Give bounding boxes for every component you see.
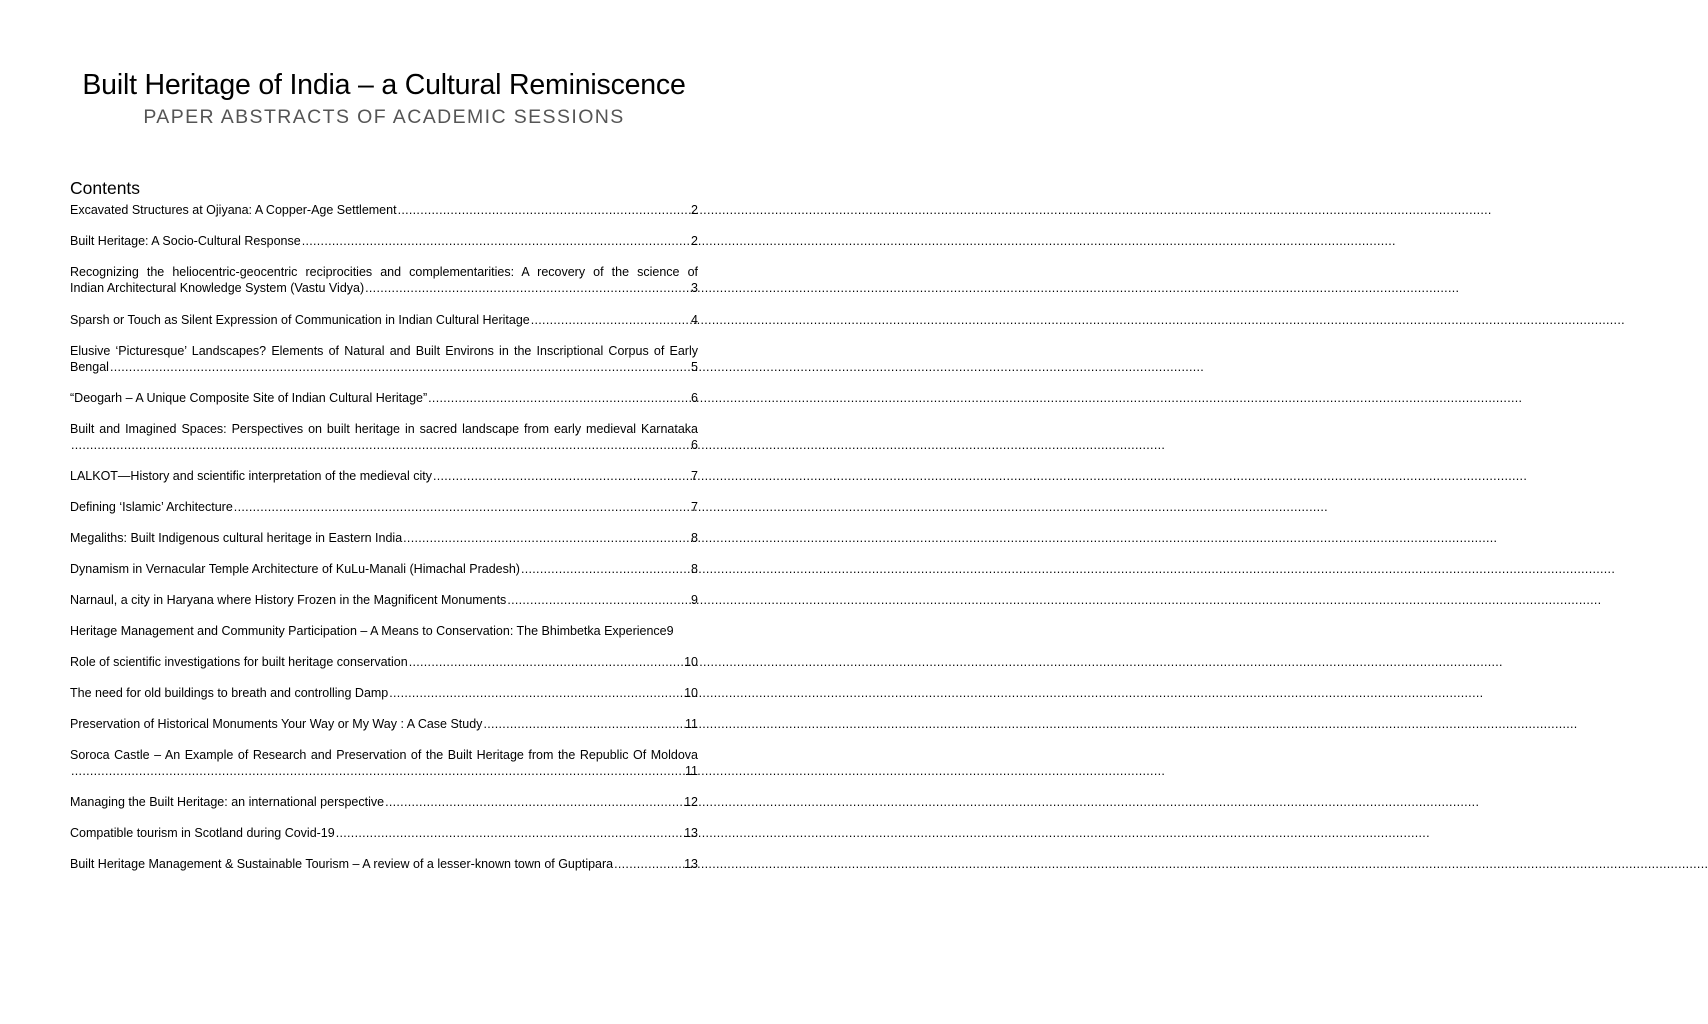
toc-dot-leader <box>71 763 684 779</box>
toc-dot-leader <box>483 716 684 732</box>
toc-entry[interactable] <box>70 654 698 670</box>
toc-entry-row <box>70 685 698 701</box>
toc-dot-leader <box>71 437 690 453</box>
toc-dot-leader <box>302 233 690 249</box>
toc-dot-leader <box>428 390 690 406</box>
toc-entry-title: LALKOT—History and scientific interpretation of the medieval city <box>70 469 432 483</box>
toc-entry-title: The need for old buildings to breath and controlling Damp <box>70 686 389 700</box>
toc-page-number: 12 <box>684 795 698 809</box>
toc-entry[interactable] <box>70 794 698 810</box>
toc-page-number: 5 <box>691 360 698 374</box>
toc-entry-row <box>70 359 698 375</box>
toc-entry-row <box>70 794 698 810</box>
toc-entry-title: Heritage Management and Community Participation – A Means to Conservation: The Bhimbetka Experience <box>70 624 667 638</box>
toc-entry-title: Compatible tourism in Scotland during Covid-19 <box>70 826 335 840</box>
toc-page-number: 13 <box>684 857 698 871</box>
toc-page-number: 10 <box>684 686 698 700</box>
toc-entry[interactable] <box>70 499 698 515</box>
toc-entry[interactable] <box>70 312 698 328</box>
toc-entry-row <box>70 716 698 732</box>
toc-entry-title: Megaliths: Built Indigenous cultural heritage in Eastern India <box>70 531 403 545</box>
document-title: Built Heritage of India – a Cultural Reminiscence <box>82 69 686 101</box>
toc-entry-row <box>70 592 698 608</box>
toc-dot-leader <box>365 280 690 296</box>
toc-page-number: 9 <box>691 593 698 607</box>
toc-entry-row <box>70 233 698 249</box>
toc-entry[interactable] <box>70 390 698 406</box>
toc-entry-title: Excavated Structures at Ojiyana: A Copper-Age Settlement <box>70 203 397 217</box>
toc-entry-row <box>70 468 698 484</box>
toc-entry[interactable] <box>70 825 698 841</box>
toc-page-number: 2 <box>691 203 698 217</box>
toc-entry[interactable] <box>70 623 698 639</box>
toc-page-number: 11 <box>685 764 698 778</box>
toc-entry-title: Built Heritage Management & Sustainable Tourism – A review of a lesser-known town of Guptipara <box>70 857 614 871</box>
toc-page-number: 7 <box>691 500 698 514</box>
toc-page-number: 8 <box>691 562 698 576</box>
toc-entry-row <box>70 856 698 872</box>
toc-page-number: 2 <box>691 234 698 248</box>
document-page <box>0 0 768 1024</box>
toc-dot-leader <box>403 530 690 546</box>
toc-entry[interactable] <box>70 856 698 872</box>
toc-page-number: 7 <box>691 469 698 483</box>
toc-entry-row <box>70 530 698 546</box>
toc-entry-title: Defining ‘Islamic’ Architecture <box>70 500 233 514</box>
toc-entry-title: Role of scientific investigations for built heritage conservation <box>70 655 408 669</box>
toc-dot-leader <box>336 825 683 841</box>
toc-dot-leader <box>110 359 690 375</box>
toc-entry-title-line: Elusive ‘Picturesque’ Landscapes? Elements of Natural and Built Environs in the Inscriptional Corpus of Early <box>70 344 698 358</box>
contents-heading: Contents <box>70 178 141 198</box>
toc-page-number: 10 <box>684 655 698 669</box>
toc-entry-row <box>70 654 698 670</box>
toc-dot-leader <box>433 468 690 484</box>
toc-entry-title: Sparsh or Touch as Silent Expression of Communication in Indian Cultural Heritage <box>70 313 530 327</box>
toc-entry-title: Dynamism in Vernacular Temple Architecture of KuLu-Manali (Himachal Pradesh) <box>70 562 520 576</box>
toc-entry-row <box>70 763 698 779</box>
toc-dot-leader <box>398 202 690 218</box>
toc-entry-row <box>70 561 698 577</box>
toc-page-number: 6 <box>691 391 698 405</box>
toc-entry-title: Narnaul, a city in Haryana where History Frozen in the Magnificent Monuments <box>70 593 507 607</box>
toc-entry-title: Bengal <box>70 360 109 374</box>
toc-entry-row <box>70 499 698 515</box>
toc-entry-title-line: Built and Imagined Spaces: Perspectives on built heritage in sacred landscape from early medieval Karnataka <box>70 422 698 436</box>
toc-entry[interactable] <box>70 685 698 701</box>
toc-page-number: 4 <box>691 313 698 327</box>
toc-entry-row <box>70 390 698 406</box>
toc-entry-title-line: Recognizing the heliocentric-geocentric reciprocities and complementarities: A recovery of the science of <box>70 265 698 279</box>
toc-entry[interactable] <box>70 421 698 453</box>
toc-entry[interactable] <box>70 592 698 608</box>
toc-entry[interactable] <box>70 264 698 296</box>
toc-page-number: 9 <box>666 624 674 638</box>
toc-entry-title: Managing the Built Heritage: an international perspective <box>70 795 385 809</box>
toc-dot-leader <box>389 685 683 701</box>
toc-entry-row <box>70 280 698 296</box>
toc-entry[interactable] <box>70 468 698 484</box>
toc-page-number: 13 <box>684 826 698 840</box>
toc-entry[interactable] <box>70 716 698 732</box>
toc-page-number: 6 <box>691 438 698 452</box>
toc-dot-leader <box>385 794 683 810</box>
toc-entry-title: Built Heritage: A Socio-Cultural Response <box>70 234 301 248</box>
toc-entry[interactable] <box>70 561 698 577</box>
document-subtitle: PAPER ABSTRACTS OF ACADEMIC SESSIONS <box>143 106 625 128</box>
toc-entry[interactable] <box>70 747 698 779</box>
toc-entry[interactable] <box>70 343 698 375</box>
toc-entry-row <box>70 825 698 841</box>
toc-page-number: 3 <box>691 281 698 295</box>
toc-dot-leader <box>507 592 690 608</box>
toc-entry-row <box>70 202 698 218</box>
toc-entry[interactable] <box>70 233 698 249</box>
toc-entry-title: Indian Architectural Knowledge System (Vastu Vidya) <box>70 281 365 295</box>
toc-entry-row <box>70 312 698 328</box>
toc-page-number: 11 <box>685 717 698 731</box>
toc-entry-title: “Deogarh – A Unique Composite Site of Indian Cultural Heritage” <box>70 391 428 405</box>
toc-dot-leader <box>614 856 683 872</box>
toc-entry-row <box>70 437 698 453</box>
toc-entry-title: Preservation of Historical Monuments Your Way or My Way : A Case Study <box>70 717 483 731</box>
toc-entry-title-line: Soroca Castle – An Example of Research and Preservation of the Built Heritage from the Republic Of Moldova <box>70 748 698 762</box>
toc-dot-leader <box>409 654 683 670</box>
toc-dot-leader <box>531 312 690 328</box>
toc-page-number: 8 <box>691 531 698 545</box>
toc-dot-leader <box>521 561 690 577</box>
toc-entry[interactable] <box>70 530 698 546</box>
toc-entry-row <box>70 623 698 639</box>
toc-entry[interactable] <box>70 202 698 218</box>
toc-dot-leader <box>234 499 690 515</box>
